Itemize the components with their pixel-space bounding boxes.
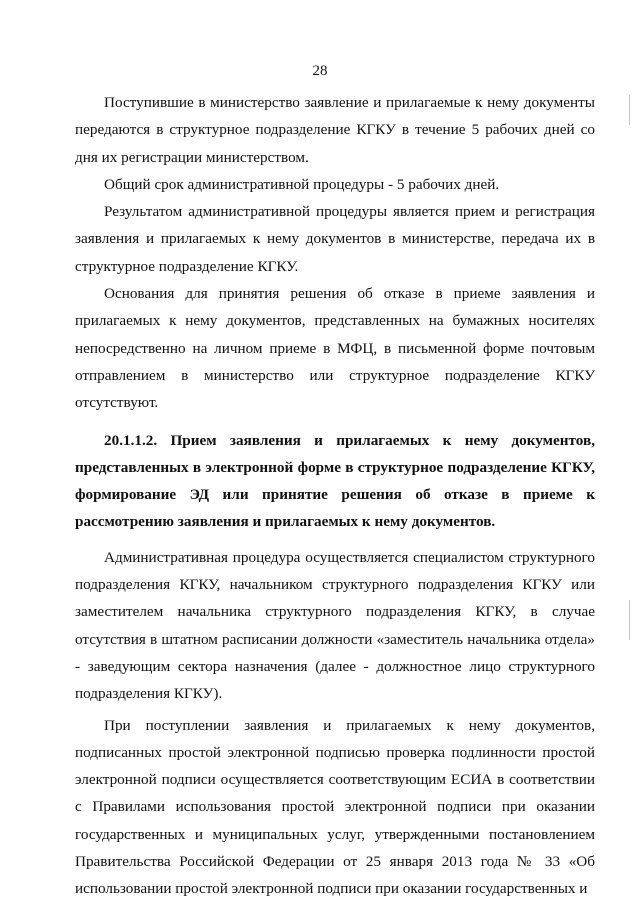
scan-edge-mark	[629, 600, 630, 640]
paragraph-procedure-result: Результатом административной процедуры является прием и регистрация заявления и прилагаемых к нему документов в министерстве, передача их в структурное подразделение КГКУ.	[75, 203, 595, 275]
scan-edge-mark	[629, 95, 630, 125]
paragraph-electronic-signature: При поступлении заявления и прилагаемых к нему документов, подписанных простой электронной подписью проверка подлинности простой электронной подписи осуществляется соответствующим ЕСИА в соответствии с Правилами использования простой электронной подписи при оказании государственных и муниципальных услуг, утвержденными постановлением Правительства Российской Федерации от 25 января 2013 года № 33 «Об использовании простой электронной подписи при оказании государственных и	[75, 716, 595, 898]
section-heading-20-1-1-2: 20.1.1.2. Прием заявления и прилагаемых к нему документов, представленных в электронной форме в структурное подразделение КГКУ, формирование ЭД или принятие решения об отказе в приеме к рассмотрению заявления и прилагаемых к нему документов.	[75, 431, 595, 531]
paragraph-refusal-grounds: Основания для принятия решения об отказе в приеме заявления и прилагаемых к нему документов, представленных на бумажных носителях непосредственно на личном приеме в МФЦ, в письменной форме почтовым отправлением в министерство или структурное подразделение КГКУ отсутствуют.	[75, 285, 595, 412]
document-body	[75, 89, 595, 903]
paragraph-procedure-term: Общий срок административной процедуры - 5 рабочих дней.	[104, 175, 500, 193]
page-number: 28	[312, 63, 328, 79]
paragraph-responsible-official: Административная процедура осуществляется специалистом структурного подразделения КГКУ, начальником структурного подразделения КГКУ или заместителем начальника структурного подразделения КГКУ, в случае отсутствия в штатном расписании должности «заместитель начальника отдела» - заведующим сектора назначения (далее - должностное лицо структурного подразделения КГКУ).	[75, 548, 595, 703]
paragraph-transfer-documents: Поступившие в министерство заявление и прилагаемые к нему документы передаются в структурное подразделение КГКУ в течение 5 рабочих дней со дня их регистрации министерством.	[75, 94, 595, 166]
